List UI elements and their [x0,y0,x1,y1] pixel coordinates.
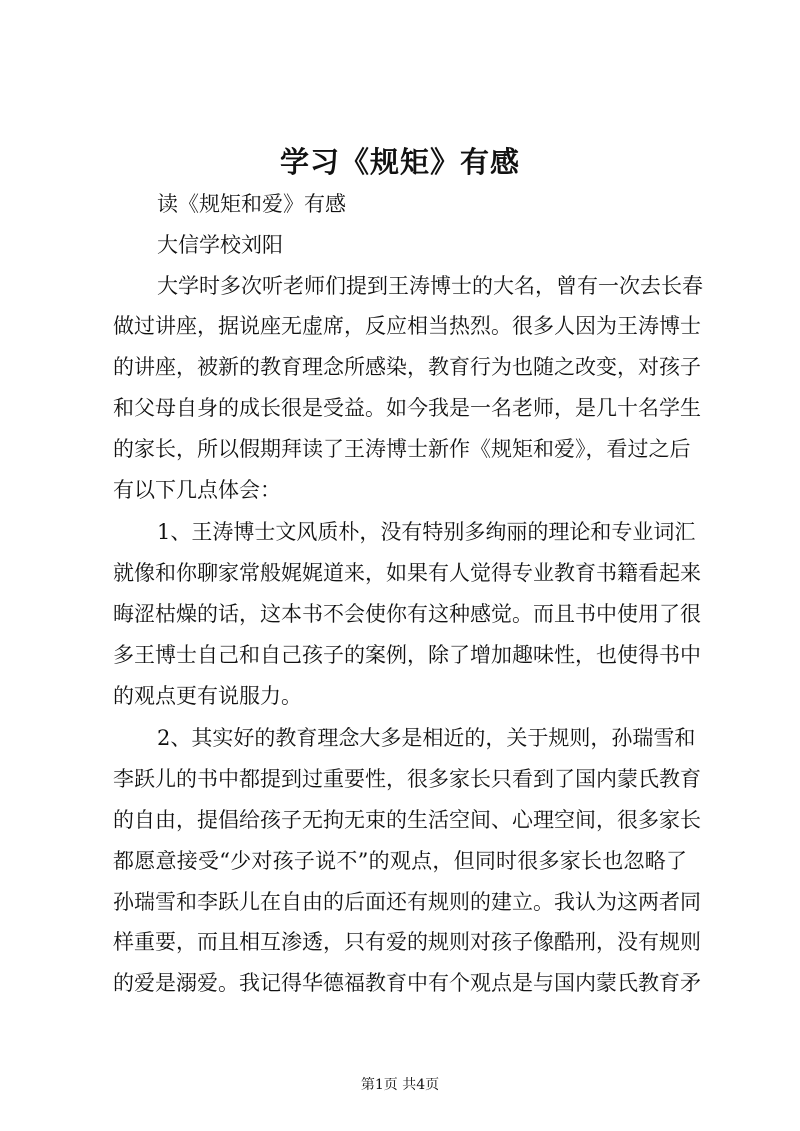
paragraph [113,225,687,266]
text-line: 多王博士自己和自己孩子的案例，除了增加趣味性，也使得书中 [113,642,701,667]
text-line: 都愿意接受“少对孩子说不”的观点，但同时很多家长也忽略了 [113,848,687,873]
text-line: 1、王涛博士文风质朴，没有特别多绚丽的理论和专业词汇 [157,520,696,545]
document-title: 学习《规矩》有感 [279,145,520,179]
text-line: 做过讲座，据说座无虚席，反应相当热烈。很多人因为王涛博士 [113,314,701,339]
text-line: 和父母自身的成长很是受益。如今我是一名老师，是几十名学生 [113,395,701,420]
text-line: 大信学校刘阳 [157,232,283,257]
text-line: 孙瑞雪和李跃儿在自由的后面还有规则的建立。我认为这两者同 [113,889,701,914]
paragraph [113,266,703,511]
text-line: 大学时多次听老师们提到王涛博士的大名，曾有一次去长春 [157,273,703,298]
text-line: 2、其实好的教育理念大多是相近的，关于规则，孙瑞雪和 [157,726,696,751]
text-line: 的讲座，被新的教育理念所感染，教育行为也随之改变，对孩子 [113,355,701,380]
page-number: 第1页 共4页 [360,1077,440,1093]
text-line: 就像和你聊家常般娓娓道来，如果有人觉得专业教育书籍看起来 [113,561,701,586]
document-body [113,184,703,1006]
paragraph [113,718,701,1004]
text-line: 的爱是溺爱。我记得华德福教育中有个观点是与国内蒙氏教育矛 [113,971,701,996]
paragraph [113,184,687,225]
text-line: 的观点更有说服力。 [113,683,302,708]
text-line: 的家长，所以假期拜读了王涛博士新作《规矩和爱》，看过之后 [113,436,691,461]
text-line: 李跃儿的书中都提到过重要性，很多家长只看到了国内蒙氏教育 [113,767,701,792]
text-line: 的自由，提倡给孩子无拘无束的生活空间、心理空间，很多家长 [113,807,701,832]
text-line: 样重要，而且相互渗透，只有爱的规则对孩子像酷刑，没有规则 [113,930,701,955]
text-line: 晦涩枯燥的话，这本书不会使你有这种感觉。而且书中使用了很 [113,601,701,626]
paragraph [113,512,701,716]
text-line: 读《规矩和爱》有感 [157,192,346,216]
text-line: 有以下几点体会： [113,477,281,502]
